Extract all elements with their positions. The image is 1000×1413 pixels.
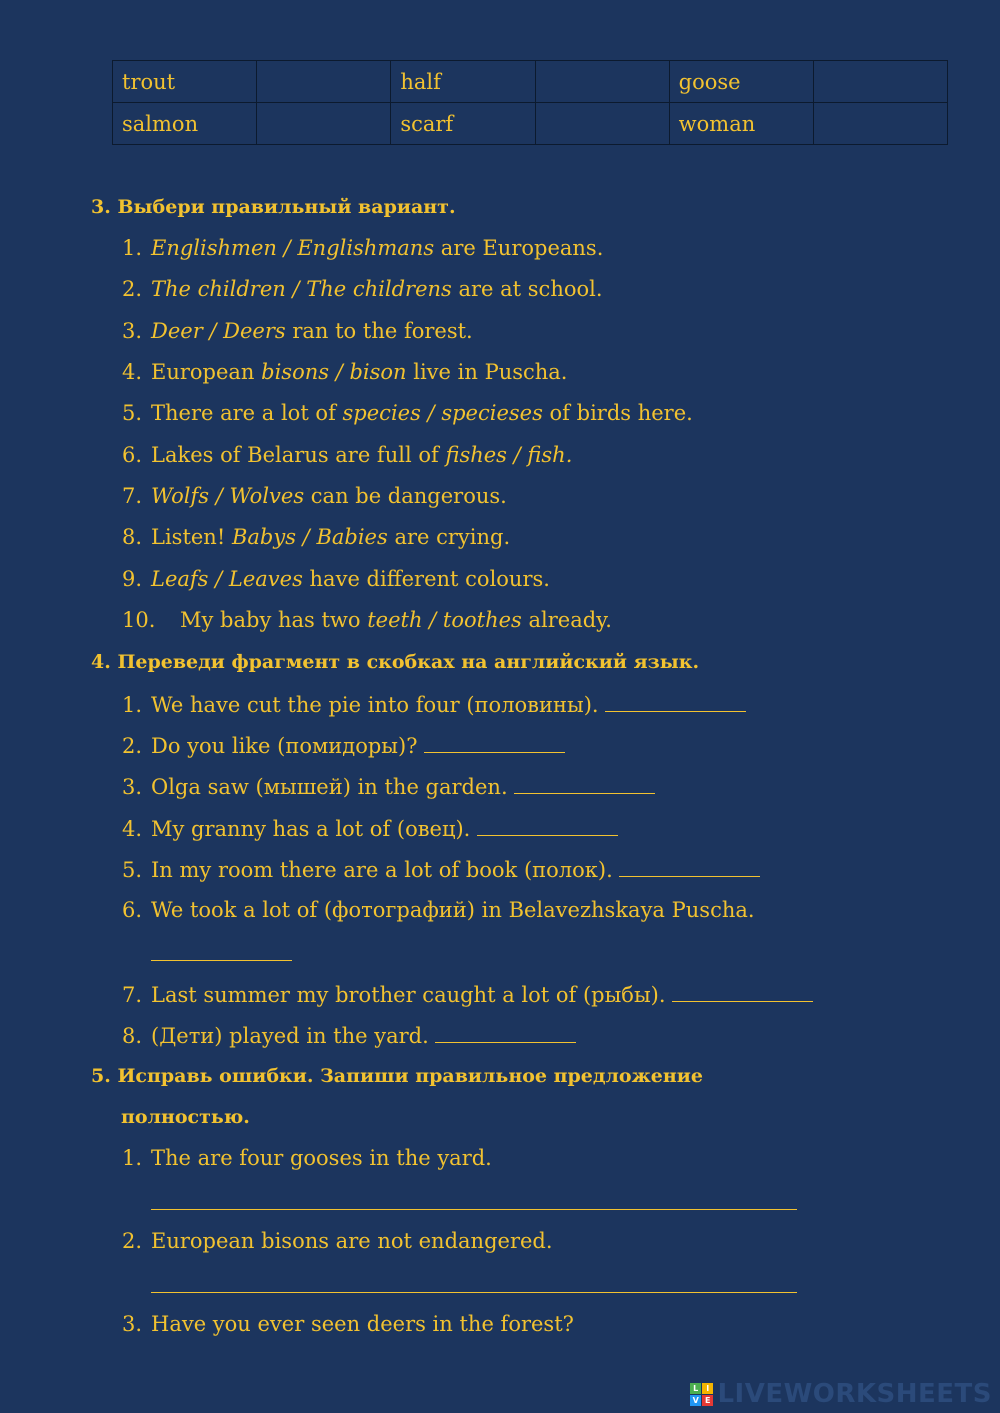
option-a[interactable]: Babys [231,525,296,549]
answer-cell[interactable] [535,103,669,145]
answer-cell[interactable] [257,103,391,145]
choice-item: 9. Leafs / Leaves have different colours. [122,567,550,591]
answer-cell[interactable] [257,61,391,103]
option-a[interactable]: species [342,401,421,425]
option-a[interactable]: Deer [151,319,203,343]
choice-item: 5. There are a lot of species / specieses of birds here. [122,401,693,425]
option-a[interactable]: Wolfs [151,484,210,508]
choice-item: 2. The children / The childrens are at school. [122,277,603,301]
choice-item: 3. Deer / Deers ran to the forest. [122,319,473,343]
option-a[interactable]: fishes [445,443,507,467]
watermark-text: LIVEWORKSHEETS [717,1379,992,1409]
word-table [112,60,948,145]
answer-blank[interactable] [477,815,618,836]
table-cell-word: woman [669,103,813,145]
table-cell-word: salmon [113,103,257,145]
answer-blank[interactable] [424,732,565,753]
option-b[interactable]: Wolves [229,484,305,508]
choice-item: 10. My baby has two teeth / toothes already. [122,608,612,632]
option-b[interactable]: Leaves [228,567,303,591]
option-b[interactable]: fish. [527,443,573,467]
option-a[interactable]: The children [151,277,286,301]
option-a[interactable]: Englishmen [151,236,277,260]
table-cell-word: goose [669,61,813,103]
section-5-heading: 5. Исправь ошибки. Запиши правильное предложение [91,1065,703,1087]
correction-item: 3. Have you ever seen deers in the forest? [122,1312,574,1336]
choice-item: 6. Lakes of Belarus are full of fishes / fish. [122,443,573,467]
option-b[interactable]: The childrens [306,277,452,301]
liveworksheets-logo-icon: L I V E [690,1383,713,1406]
answer-line[interactable] [151,1291,797,1293]
table-row [113,103,948,145]
section-4-heading: 4. Переведи фрагмент в скобках на английский язык. [91,651,700,673]
translate-item: 2. Do you like (помидоры)? [122,732,565,758]
translate-item: 3. Olga saw (мышей) in the garden. [122,773,655,799]
answer-line[interactable] [151,1208,797,1210]
section-3-heading: 3. Выбери правильный вариант. [91,196,456,218]
option-a[interactable]: teeth [367,608,423,632]
table-cell-word: trout [113,61,257,103]
option-a[interactable]: Leafs [151,567,209,591]
translate-item: 1. We have cut the pie into four (половины). [122,691,746,717]
option-b[interactable]: Babies [316,525,388,549]
answer-blank[interactable] [672,981,813,1002]
choice-item: 1. Englishmen / Englishmans are Europeans. [122,236,604,260]
answer-blank[interactable] [514,773,655,794]
answer-blank[interactable] [435,1022,576,1043]
translate-item: 4. My granny has a lot of (овец). [122,815,618,841]
correction-item: 2. European bisons are not endangered. [122,1229,553,1253]
answer-blank[interactable] [605,691,746,712]
choice-item: 7. Wolfs / Wolves can be dangerous. [122,484,507,508]
answer-cell[interactable] [813,103,947,145]
section-5-heading-cont: полностью. [121,1106,250,1128]
option-a[interactable]: bisons [261,360,330,384]
translate-item: 7. Last summer my brother caught a lot of (рыбы). [122,981,813,1007]
table-cell-word: scarf [391,103,535,145]
translate-item: 6. We took a lot of (фотографий) in Belavezhskaya Puscha. [122,898,755,922]
choice-item: 8. Listen! Babys / Babies are crying. [122,525,511,549]
translate-item: 5. In my room there are a lot of book (полок). [122,856,760,882]
answer-cell[interactable] [535,61,669,103]
answer-cell[interactable] [813,61,947,103]
table-cell-word: half [391,61,535,103]
translate-item: 8. (Дети) played in the yard. [122,1022,576,1048]
table-row [113,61,948,103]
answer-blank[interactable] [619,856,760,877]
liveworksheets-watermark [690,1379,992,1409]
answer-blank[interactable] [151,959,292,961]
choice-item: 4. European bisons / bison live in Puscha. [122,360,568,384]
option-b[interactable]: Deers [223,319,286,343]
option-b[interactable]: Englishmans [297,236,435,260]
option-b[interactable]: specieses [441,401,543,425]
option-b[interactable]: bison [349,360,407,384]
correction-item: 1. The are four gooses in the yard. [122,1146,492,1170]
option-b[interactable]: toothes [442,608,522,632]
